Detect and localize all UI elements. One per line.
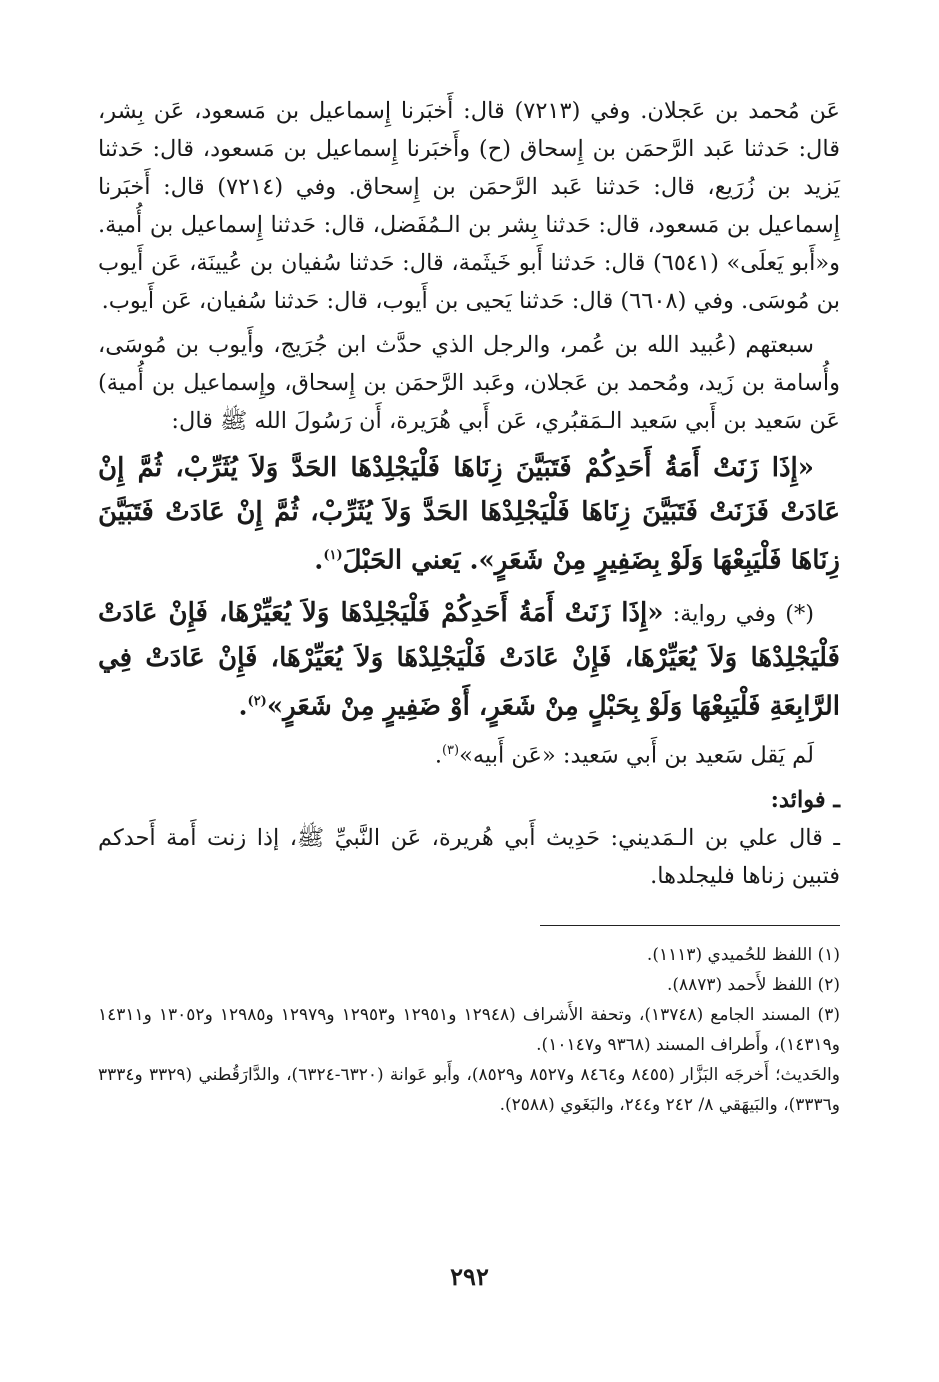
footnote-3-continued: والحَديث؛ أَخرجَه البَزَّار (٨٤٥٥ و٨٤٦٤ و٨٥٢٧ و٨٥٢٩)، وأَبو عَوانة (٦٣٢٠-٦٣٢٤)، والدَّارَقُطني (٣٣٢٩ و٣٣٣٤ و٣٣٣٦)، والبَيهَقي ٨/ ٢٤٢ و٢٤٤، والبَغَوي (٢٥٨٨). (98, 1064, 840, 1115)
footnote-separator (540, 925, 840, 926)
isnad-paragraph-2: سبعتهم (عُبيد الله بن عُمر، والرجل الذي حدَّث ابن جُرَيج، وأَيوب بن مُوسَى، وأُسامة بن زَيد، ومُحمد بن عَجلان، وعَبد الرَّحمَن بن إِسحاق، وإِسماعيل بن أُمية) عَن سَعيد بن أَبي سَعيد الـمَقبُري، عَن أَبي هُرَيرة، أَن رَسُولَ الله ﷺ قال: (98, 332, 840, 434)
note-text: لَم يَقل سَعيد بن أَبي سَعيد: «عَن أَبيه» (459, 742, 814, 769)
riwaya-lead: (*) وفي رواية: (663, 600, 815, 627)
footnote-3: (٣) المسند الجامع (١٣٧٤٨)، وتحفة الأَشراف (١٢٩٤٨ و١٢٩٥١ و١٢٩٥٣ و١٢٩٧٩ و١٢٩٨٥ و١٣٠٥٢ و١٤٣١١ و١٤٣١٩)، وأَطراف المسند (٩٣٦٨ و١٠١٤٧). (98, 1004, 840, 1055)
footnote-ref-2[interactable]: (٢) (247, 693, 267, 709)
page-number: ٢٩٢ (450, 1262, 489, 1291)
riwaya-text: «إِذَا زَنَتْ أَمَةُ أَحَدِكُمْ فَلْيَجْلِدْهَا وَلاَ يُعَيِّرْهَا، فَإِنْ عَادَتْ فَلْيَجْلِدْهَا وَلاَ يُعَيِّرْهَا، فَإِنْ عَادَتْ فَلْيَجْلِدْهَا وَلاَ يُعَيِّرْهَا، فَإِنْ عَادَتْ فِي الرَّابِعَةِ فَلْيَبِعْهَا وَلَوْ بِحَبْلٍ مِنْ شَعَرٍ، أَوْ ضَفِيرٍ مِنْ شَعَرٍ» (98, 597, 840, 722)
hadith-matn-text: «إِذَا زَنَتْ أَمَةُ أَحَدِكُمْ فَتَبَيَّنَ زِنَاهَا فَلْيَجْلِدْهَا الحَدَّ وَلاَ يُثَرِّبْ، ثُمَّ إِنْ عَادَتْ فَزَنَتْ فَتَبَيَّنَ زِنَاهَا فَلْيَجْلِدْهَا الحَدَّ وَلاَ يُثَرِّبْ، ثُمَّ إِنْ عَادَتْ فَتَبَيَّنَ زِنَاهَا فَلْيَبِعْهَا وَلَوْ بِضَفِيرٍ مِنْ شَعَرٍ». يَعني الحَبْلَ (98, 453, 840, 576)
note-paragraph: لَم يَقل سَعيد بن أَبي سَعيد: «عَن أَبيه»$^{(٣)}$. (434, 742, 814, 769)
hadith-matn: «إِذَا زَنَتْ أَمَةُ أَحَدِكُمْ فَتَبَيَّنَ زِنَاهَا فَلْيَجْلِدْهَا الحَدَّ وَلاَ يُثَرِّبْ، ثُمَّ إِنْ عَادَتْ فَزَنَتْ فَتَبَيَّنَ زِنَاهَا فَلْيَجْلِدْهَا الحَدَّ وَلاَ يُثَرِّبْ، ثُمَّ إِنْ عَادَتْ فَتَبَيَّنَ زِنَاهَا فَلْيَبِعْهَا وَلَوْ بِضَفِيرٍ مِنْ شَعَرٍ». يَعني الحَبْلَ$^{(١)}$. (98, 453, 840, 576)
page-content (98, 92, 840, 1120)
footnote-2: (٢) اللفظ لأَحمد (٨٨٧٣). (666, 974, 840, 995)
isnad-paragraph-1: عَن مُحمد بن عَجلان. وفي (٧٢١٣) قال: أَخبَرنا إِسماعيل بن مَسعود، عَن بِشر، قال: حَدثنا عَبد الرَّحمَن بن إِسحاق (ح) وأَخبَرنا إِسماعيل بن مَسعود، قال: حَدثنا يَزيد بن زُرَيع، قال: حَدثنا عَبد الرَّحمَن بن إِسحاق. وفي (٧٢١٤) قال: أَخبَرنا إِسماعيل بن مَسعود، قال: حَدثنا بِشر بن الـمُفَضل، قال: حَدثنا إِسماعيل بن أُمية. و«أَبو يَعلَى» (٦٥٤١) قال: حَدثنا أَبو خَيثَمة، قال: حَدثنا سُفيان بن عُيينَة، عَن أَيوب بن مُوسَى. وفي (٦٦٠٨) قال: حَدثنا يَحيى بن أَيوب، قال: حَدثنا سُفيان، عَن أَيوب. (98, 98, 840, 314)
fawaid-heading: ـ فوائد: (770, 786, 840, 813)
footnote-ref-1[interactable]: (١) (323, 548, 343, 563)
footnote-1: (١) اللفظ للحُميدي (١١١٣). (646, 944, 840, 965)
fawaid-paragraph: ـ قال علي بن الـمَديني: حَدِيث أَبي هُريرة، عَن النَّبيِّ ﷺ، إذا زنت أَمة أَحدكم فتبين زناها فليجلدها. (98, 824, 840, 889)
riwaya-paragraph: (*) وفي رواية: «إِذَا زَنَتْ أَمَةُ أَحَدِكُمْ فَلْيَجْلِدْهَا وَلاَ يُعَيِّرْهَا، فَإِنْ عَادَتْ فَلْيَجْلِدْهَا وَلاَ يُعَيِّرْهَا، فَإِنْ عَادَتْ فَلْيَجْلِدْهَا وَلاَ يُعَيِّرْهَا، فَإِنْ عَادَتْ فِي الرَّابِعَةِ فَلْيَبِعْهَا وَلَوْ بِحَبْلٍ مِنْ شَعَرٍ، أَوْ ضَفِيرٍ مِنْ شَعَرٍ»$^{(٢)}$. (98, 597, 840, 722)
footnote-ref-3[interactable]: (٣) (441, 743, 460, 759)
